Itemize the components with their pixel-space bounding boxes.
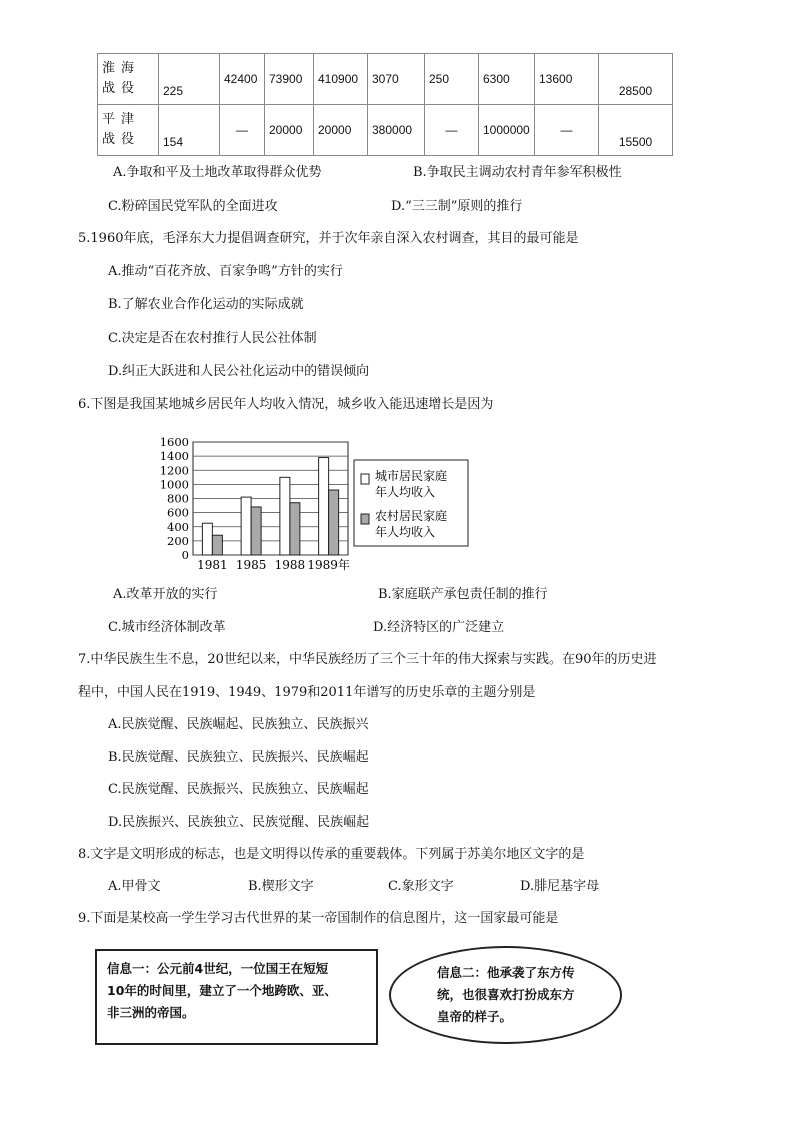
q4-option-c: C.粉碎国民党军队的全面进攻 <box>108 199 278 214</box>
q7-option-a: A.民族觉醒、民族崛起、民族独立、民族振兴 <box>108 717 369 732</box>
legend-swatch-urban <box>361 474 369 484</box>
q5-option-c: C.决定是否在农村推行人民公社体制 <box>108 331 317 346</box>
x-tick-label: 1988 <box>274 558 306 572</box>
y-tick-label: 1400 <box>159 449 189 464</box>
info1-line2: 10年的时间里，建立了一个地跨欧、亚、 <box>107 983 337 998</box>
q5-option-d: D.纠正大跃进和人民公社化运动中的错误倾向 <box>108 364 370 379</box>
info-box-one <box>95 949 378 1045</box>
q7-stem-line1: 7.中华民族生生不息，20世纪以来，中华民族经历了三个三十年的伟大探索与实践。在90年的历史进 <box>78 652 657 667</box>
q6-option-d: D.经济特区的广泛建立 <box>373 620 505 635</box>
table-cell: 3070 <box>368 54 425 105</box>
legend-rural-line1: 农村居民家庭 <box>375 509 448 523</box>
table-cell: 225 <box>159 54 220 105</box>
battle-data-table <box>97 53 673 156</box>
x-tick-label: 1985 <box>235 558 267 572</box>
q4-option-d: D.“三三制”原则的推行 <box>391 199 523 214</box>
table-cell: 20000 <box>314 105 368 156</box>
table-cell: 15500 <box>599 105 673 156</box>
q9-stem: 9.下面是某校高一学生学习古代世界的某一帝国制作的信息图片，这一国家最可能是 <box>78 911 559 926</box>
table-cell: 380000 <box>368 105 425 156</box>
table-cell: 154 <box>159 105 220 156</box>
q6-stem: 6.下图是我国某地城乡居民年人均收入情况，城乡收入能迅速增长是因为 <box>78 397 494 412</box>
q8-option-a: A.甲骨文 <box>108 879 161 894</box>
q5-option-a: A.推动“百花齐放、百家争鸣”方针的实行 <box>108 264 343 279</box>
income-bar-chart-svg <box>150 430 480 580</box>
bar-1981-rural <box>212 535 222 555</box>
bar-1988-urban <box>280 477 290 555</box>
q6-option-c: C.城市经济体制改革 <box>108 620 226 635</box>
q6-option-b: B.家庭联产承包责任制的推行 <box>378 587 548 602</box>
y-tick-label: 600 <box>167 505 189 520</box>
info1-line3: 非三洲的帝国。 <box>107 1005 195 1020</box>
table-row <box>98 54 673 105</box>
q5-stem: 5.1960年底，毛泽东大力提倡调查研究，并于次年亲自深入农村调查，其目的最可能是 <box>78 231 579 246</box>
bar-1985-rural <box>251 507 261 555</box>
q7-option-d: D.民族振兴、民族独立、民族觉醒、民族崛起 <box>108 815 370 830</box>
legend-urban-line1: 城市居民家庭 <box>375 469 448 483</box>
info2-line3: 皇帝的样子。 <box>437 1009 513 1024</box>
q8-stem: 8.文字是文明形成的标志，也是文明得以传承的重要载体。下列属于苏美尔地区文字的是 <box>78 847 585 862</box>
table-cell: 42400 <box>220 54 265 105</box>
table-cell-name: 平津战役 <box>98 105 159 156</box>
table-row <box>98 105 673 156</box>
q7-option-b: B.民族觉醒、民族独立、民族振兴、民族崛起 <box>108 750 369 765</box>
y-tick-label: 200 <box>167 533 189 548</box>
q8-option-c: C.象形文字 <box>388 879 454 894</box>
info-box-two <box>389 946 622 1044</box>
legend-urban-line2: 年人均收入 <box>375 485 436 499</box>
bar-1981-urban <box>202 523 212 555</box>
bar-1988-rural <box>290 503 300 555</box>
legend-rural-line2: 年人均收入 <box>375 525 436 539</box>
table-cell: — <box>425 105 479 156</box>
table-cell: 1000000 <box>479 105 535 156</box>
table-cell: 250 <box>425 54 479 105</box>
info2-line1: 信息二：他承袭了东方传 <box>437 965 575 980</box>
chart-legend <box>354 460 468 546</box>
table-cell: 73900 <box>265 54 314 105</box>
table-cell-name: 淮海战役 <box>98 54 159 105</box>
table-cell: 6300 <box>479 54 535 105</box>
table-cell: 28500 <box>599 54 673 105</box>
legend-swatch-rural <box>361 514 369 524</box>
table-cell: 13600 <box>535 54 599 105</box>
q4-option-a: A.争取和平及土地改革取得群众优势 <box>113 165 322 180</box>
q8-option-b: B.楔形文字 <box>248 879 314 894</box>
x-tick-label: 1981 <box>197 558 228 572</box>
q7-option-c: C.民族觉醒、民族振兴、民族独立、民族崛起 <box>108 782 369 797</box>
y-tick-label: 1200 <box>159 463 189 478</box>
table-cell: — <box>220 105 265 156</box>
x-tick-label: 1989年 <box>307 558 350 572</box>
table-cell: — <box>535 105 599 156</box>
y-tick-label: 1600 <box>159 435 189 449</box>
y-tick-label: 800 <box>167 491 189 506</box>
income-bar-chart <box>150 430 480 580</box>
q8-option-d: D.腓尼基字母 <box>520 879 600 894</box>
q4-option-b: B.争取民主调动农村青年参军积极性 <box>413 165 622 180</box>
bar-1989-urban <box>319 458 329 555</box>
table-cell: 410900 <box>314 54 368 105</box>
q7-stem-line2: 程中，中国人民在1919、1949、1979和2011年谱写的历史乐章的主题分别是 <box>78 685 536 700</box>
info2-line2: 统，也很喜欢打扮成东方 <box>437 987 575 1002</box>
bar-1985-urban <box>241 497 251 555</box>
bar-1989-rural <box>329 490 339 555</box>
q6-option-a: A.改革开放的实行 <box>113 587 218 602</box>
info1-line1: 信息一：公元前4世纪，一位国王在短短 <box>107 961 329 976</box>
y-tick-label: 0 <box>181 548 189 562</box>
y-tick-label: 1000 <box>159 477 189 492</box>
q5-option-b: B.了解农业合作化运动的实际成就 <box>108 297 304 312</box>
table-cell: 20000 <box>265 105 314 156</box>
y-tick-label: 400 <box>167 519 189 534</box>
